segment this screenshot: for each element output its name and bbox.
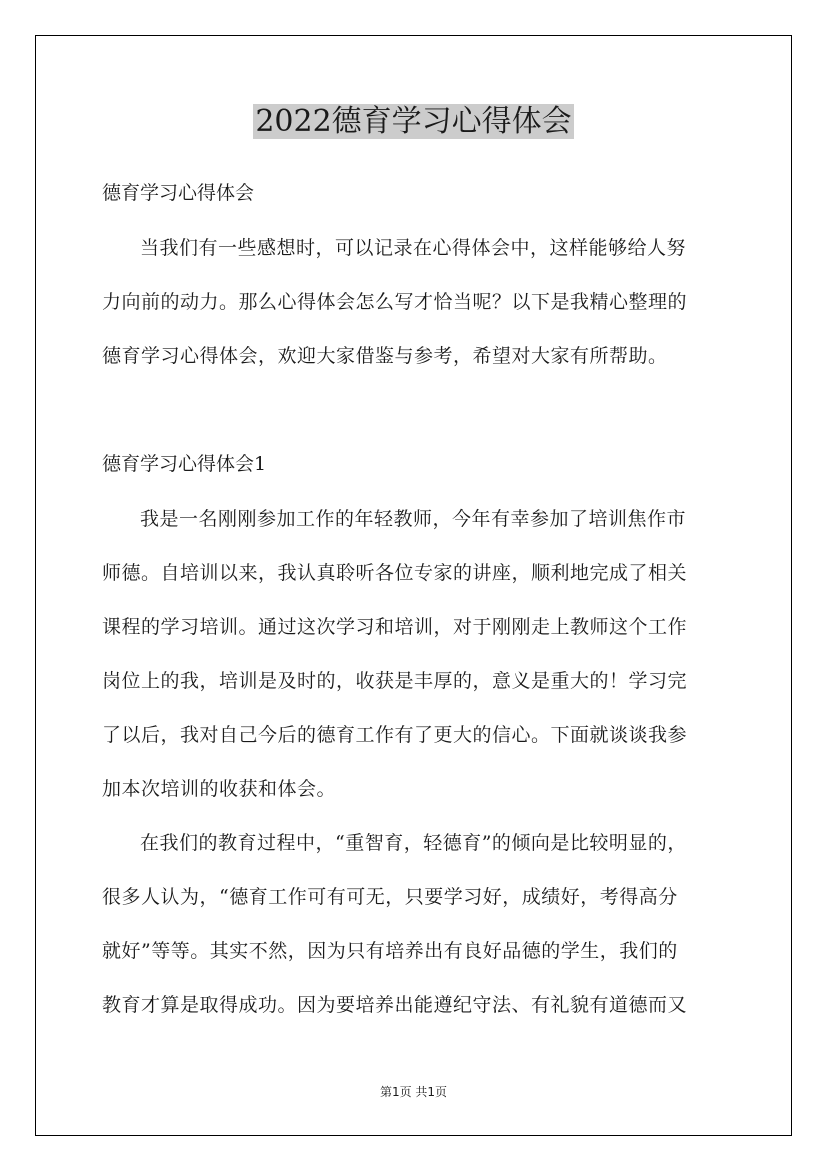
body-line: 岗位上的我，培训是及时的，收获是丰厚的，意义是重大的！学习完	[102, 670, 688, 692]
body-line: 很多人认为，“德育工作可有可无，只要学习好，成绩好，考得高分	[102, 886, 678, 908]
intro-line: 德育学习心得体会，欢迎大家借鉴与参考，希望对大家有所帮助。	[102, 345, 668, 367]
document-title	[0, 100, 827, 144]
section1-paragraphs	[102, 492, 727, 1032]
body-line: 我是一名刚刚参加工作的年轻教师，今年有幸参加了培训焦作市	[140, 508, 687, 530]
body-line: 师德。自培训以来，我认真聆听各位专家的讲座，顺利地完成了相关	[102, 562, 688, 584]
body-line: 了以后，我对自己今后的德育工作有了更大的信心。下面就谈谈我参	[102, 724, 688, 746]
section1-heading: 德育学习心得体会1	[102, 453, 267, 475]
intro-line: 力向前的动力。那么心得体会怎么写才恰当呢？以下是我精心整理的	[102, 291, 688, 313]
body-line: 课程的学习培训。通过这次学习和培训，对于刚刚走上教师这个工作	[102, 616, 688, 638]
body-line: 就好”等等。其实不然，因为只有培养出有良好品德的学生，我们的	[102, 940, 678, 962]
intro-line: 当我们有一些感想时，可以记录在心得体会中，这样能够给人努	[140, 237, 687, 259]
body-line: 教育才算是取得成功。因为要培养出能遵纪守法、有礼貌有道德而又	[102, 994, 688, 1016]
subtitle: 德育学习心得体会	[102, 182, 255, 204]
document-title-text: 2022德育学习心得体会	[255, 104, 572, 139]
body-line: 加本次培训的收获和体会。	[102, 778, 337, 800]
page-number: 第1页 共1页	[379, 1085, 448, 1099]
body-line: 在我们的教育过程中，“重智育，轻德育”的倾向是比较明显的，	[140, 832, 687, 854]
intro-paragraph	[102, 221, 727, 383]
